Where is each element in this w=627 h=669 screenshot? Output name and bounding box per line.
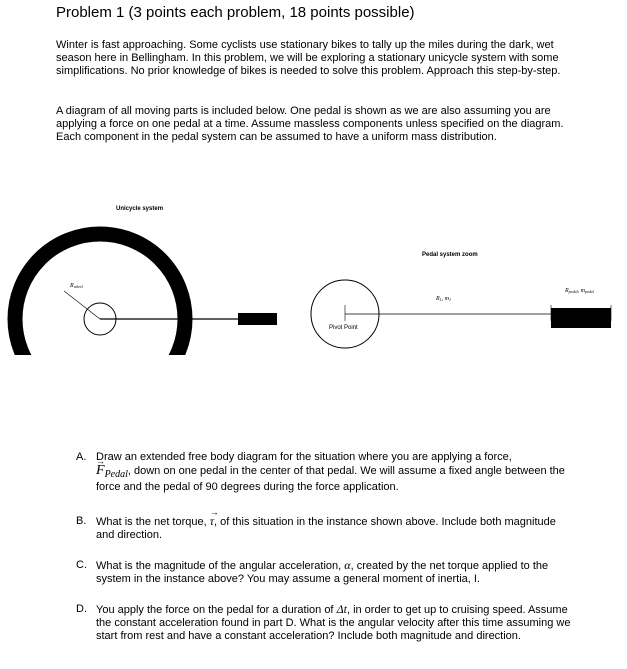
question-b-text: What is the net torque, → τ, of this situation in the instance shown above. Include both magnitude and direction. — [96, 515, 574, 542]
zoom-title: Pedal system zoom — [422, 252, 478, 258]
torque-symbol: → τ — [210, 515, 214, 528]
unicycle-title: Unicycle system — [116, 206, 164, 212]
diagram-note-paragraph: A diagram of all moving parts is included below. One pedal is shown as we are also assuming you are applying a force on one pedal at a time. Assume massless components unless specified on the diagram. Each component in the pedal system can be assumed to have a uniform mass distribution. — [56, 105, 564, 143]
alpha-symbol: α — [344, 558, 351, 572]
force-symbol: → F — [96, 464, 105, 477]
question-d-text: You apply the force on the pedal for a duration of Δt, in order to get up to cruising speed. Assume the constant acceleration found in part D. What is the angular velocity after this time assuming we start from rest and have a constant acceleration? Include both magnitude and direction. — [96, 602, 571, 642]
wheel-radius-label: Rwheel — [70, 283, 84, 289]
zoom-pedal — [551, 308, 611, 328]
question-c-letter: C. — [76, 559, 87, 571]
delta-t-symbol: Δt — [336, 602, 347, 616]
pedal-label: Rpedal, mpedal — [565, 288, 594, 294]
question-c-text: What is the magnitude of the angular acceleration, α, created by the net torque applied to the system in the instance above? You may assume a general moment of inertia, I. — [96, 558, 549, 585]
intro-paragraph: Winter is fast approaching. Some cyclists use stationary bikes to tally up the miles during the dark, wet season here in Bellingham. In this problem, we will be exploring a stationary unicycle system with some simplifications. No prior knowledge of bikes is needed to solve this problem. Approach this step-by-step. — [56, 39, 561, 77]
question-d-letter: D. — [76, 603, 87, 615]
pivot-point-label: Pivot Point — [329, 325, 358, 331]
problem-title: Problem 1 (3 points each problem, 18 points possible) — [56, 4, 415, 21]
question-a-letter: A. — [76, 451, 87, 463]
unicycle-diagram — [0, 195, 627, 355]
question-a-text: Draw an extended free body diagram for the situation where you are applying a force, → FPedal, down on one pedal in the center of that pedal. We will assume a fixed angle between the force and the pedal of 90 degrees during the force application. — [96, 451, 574, 494]
question-b-letter: B. — [76, 515, 87, 527]
wheel-radius-line — [64, 291, 100, 319]
pedal — [238, 313, 277, 325]
wheel-tire — [15, 234, 185, 355]
crank-label: R1, m1 — [436, 296, 452, 302]
